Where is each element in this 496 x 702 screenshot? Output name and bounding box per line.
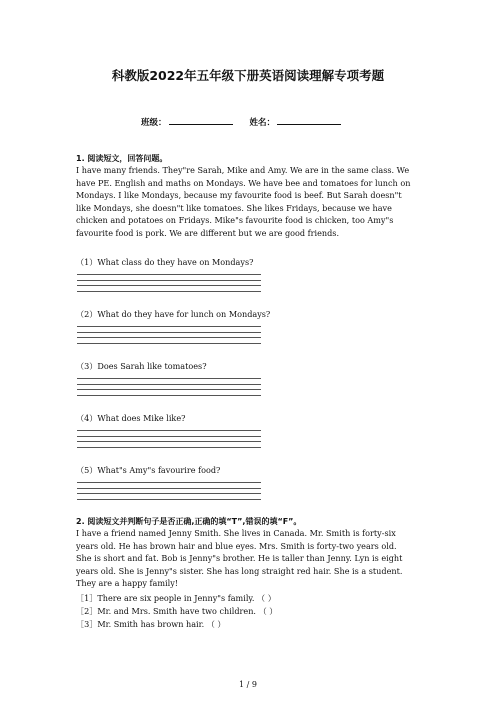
class-label: 班级：	[141, 118, 167, 128]
answer-lines-4	[77, 430, 261, 452]
answer-lines-2	[77, 326, 261, 348]
section-1-passage: I have many friends. They"re Sarah, Mike and Amy. We are in the same class. We have PE. English and maths on Mondays. We have bee and tomatoes for lunch on Mondays. I like Mondays, because my favourite food is beef. But Sarah doesn"t like Mondays, she doesn"t like tomatoes. She likes Fridays, because we have chicken and potatoes on Fridays. Mike"s favourite food is chicken, too Amy"s favourite food is pork. We are different but we are good friends.	[76, 165, 411, 238]
statement-1: ［1］There are six people in Jenny"s family. （ ）	[76, 593, 276, 603]
question-1: （1）What class do they have on Mondays?	[76, 257, 254, 267]
question-4: （4）What does Mike like?	[76, 413, 186, 423]
answer-lines-3	[77, 378, 261, 400]
name-label: 姓名：	[249, 118, 275, 128]
section-1-heading: 1. 阅读短文，回答问题。	[76, 154, 168, 163]
class-blank	[169, 116, 233, 125]
document-title: 科教版2022年五年级下册英语阅读理解专项考题	[111, 68, 385, 83]
answer-lines-5	[77, 482, 261, 504]
student-info-line	[0, 116, 496, 128]
question-5: （5）What"s Amy"s favourire food?	[76, 465, 221, 475]
page-number: 1 / 9	[239, 680, 257, 689]
answer-lines-1	[77, 274, 261, 296]
section-2-heading: 2. 阅读短文并判断句子是否正确,正确的填“T”,错误的填“F”。	[76, 517, 302, 526]
section-2-passage: I have a friend named Jenny Smith. She lives in Canada. Mr. Smith is forty-six years old. He has brown hair and blue eyes. Mrs. Smith is forty-two years old. She is short and fat. Bob is Jenny"s brother. He is taller than Jenny. Lyn is eight years old. She is Jenny"s sister. She has long straight red hair. She is a student. They are a happy family!	[76, 528, 403, 589]
statement-3: ［3］Mr. Smith has brown hair. （ ）	[76, 619, 226, 629]
question-2: （2）What do they have for lunch on Mondays?	[76, 309, 271, 319]
question-3: （3）Does Sarah like tomatoes?	[76, 361, 207, 371]
statement-2: ［2］Mr. and Mrs. Smith have two children. （ ）	[76, 606, 278, 616]
name-blank	[277, 116, 341, 125]
